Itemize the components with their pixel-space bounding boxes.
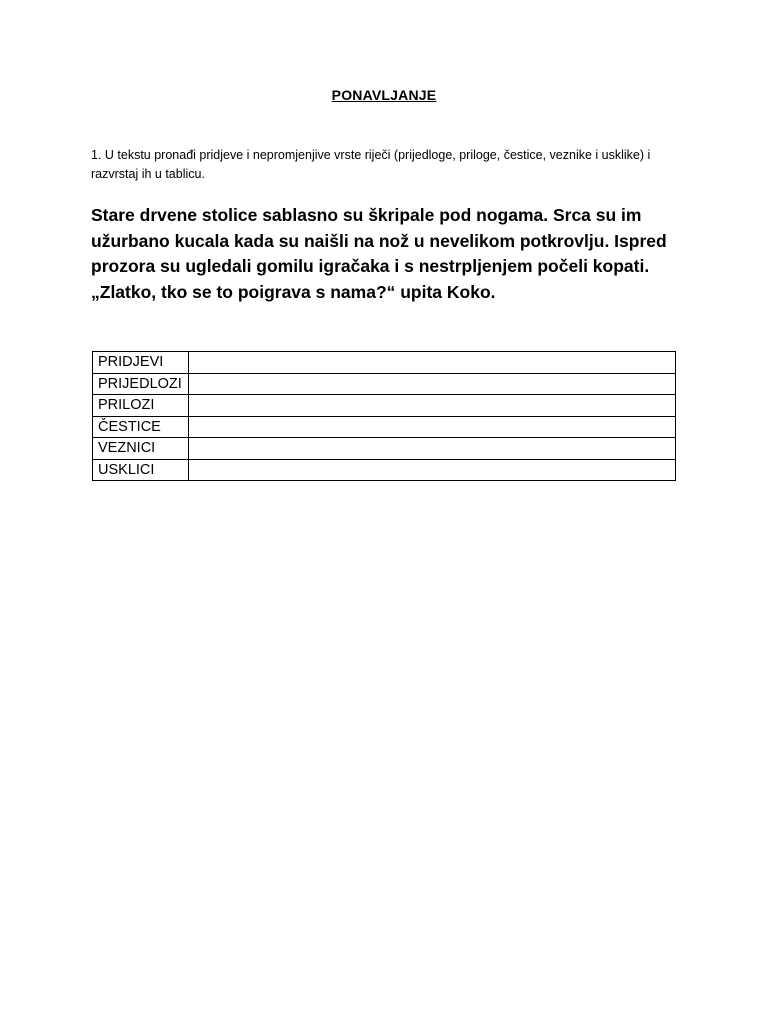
answer-cell[interactable]: [189, 395, 676, 417]
row-label: PRILOZI: [93, 395, 189, 417]
word-classification-table: [92, 351, 676, 481]
row-label: VEZNICI: [93, 438, 189, 460]
answer-cell[interactable]: [189, 373, 676, 395]
table-row: [93, 416, 676, 438]
table-row: [93, 395, 676, 417]
task-instruction: 1. U tekstu pronađi pridjeve i nepromjenjive vrste riječi (prijedloge, priloge, čestice, veznike i usklike) i razvrstaj ih u tablicu.: [91, 148, 651, 181]
table-row: [93, 373, 676, 395]
answer-cell[interactable]: [189, 416, 676, 438]
table-row: [93, 438, 676, 460]
table-row: [93, 459, 676, 481]
row-label: PRIJEDLOZI: [93, 373, 189, 395]
page-title: PONAVLJANJE: [331, 87, 437, 103]
table-row: [93, 352, 676, 374]
answer-cell[interactable]: [189, 352, 676, 374]
row-label: ČESTICE: [93, 416, 189, 438]
row-label: USKLICI: [93, 459, 189, 481]
answer-cell[interactable]: [189, 459, 676, 481]
reading-passage: Stare drvene stolice sablasno su škripale pod nogama. Srca su im užurbano kucala kada su naišli na nož u nevelikom potkrovlju. Ispred prozora su ugledali gomilu igračaka i s nestrpljenjem počeli kopati. „Zlatko, tko se to poigrava s nama?“ upita Koko.: [91, 205, 667, 302]
row-label: PRIDJEVI: [93, 352, 189, 374]
answer-cell[interactable]: [189, 438, 676, 460]
